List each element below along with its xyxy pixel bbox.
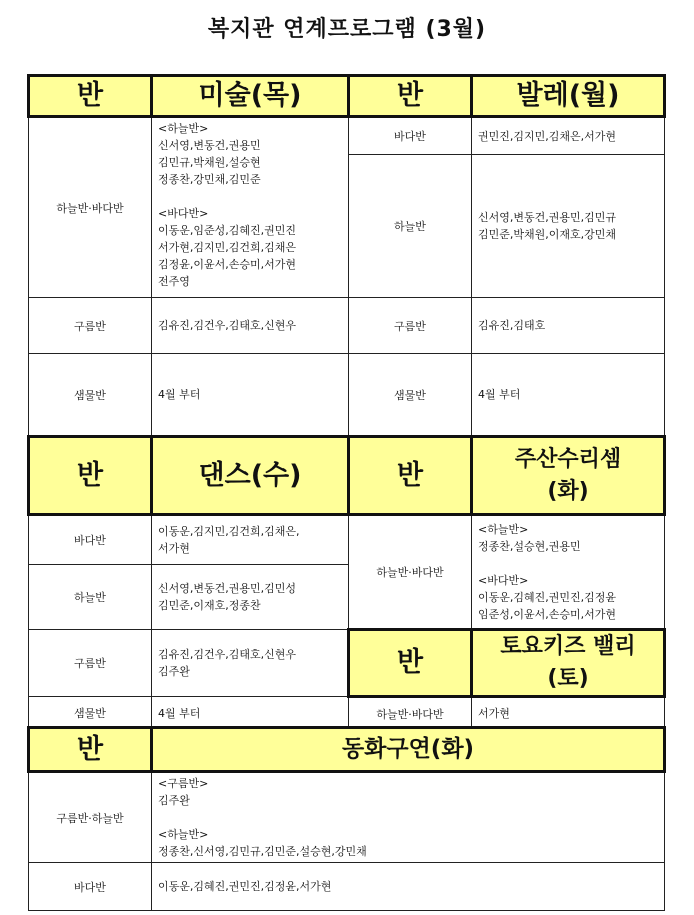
dance-row-class: 하늘반 bbox=[29, 565, 152, 630]
abacus-row-members: <하늘반> 정종찬,설승현,권용민 <바다반> 이동운,김혜진,권민진,김정윤 임준성,이윤서,손승미,서가현 bbox=[472, 515, 665, 630]
dance-row-class: 샘물반 bbox=[29, 696, 152, 730]
dance-program-header: 댄스(수) bbox=[152, 437, 349, 515]
abacus-row-class: 하늘반·바다반 bbox=[349, 515, 472, 630]
art-ballet-section bbox=[27, 74, 666, 436]
toyo-row-members: 서가현 bbox=[472, 696, 665, 730]
art-row-members: 4월 부터 bbox=[152, 354, 349, 436]
story-row-class: 구름반·하늘반 bbox=[29, 772, 152, 863]
story-class-header: 반 bbox=[29, 728, 152, 772]
ballet-row-members: 권민진,김지민,김채은,서가현 bbox=[472, 117, 665, 155]
ballet-class-header: 반 bbox=[349, 76, 472, 117]
story-program-header: 동화구연(화) bbox=[152, 728, 665, 772]
dance-row-members: 4월 부터 bbox=[152, 696, 349, 730]
dance-row-members: 이동운,김지민,김건희,김채은, 서가현 bbox=[152, 515, 349, 565]
ballet-row-members: 김유진,김태호 bbox=[472, 298, 665, 354]
ballet-row-members: 4월 부터 bbox=[472, 354, 665, 436]
art-row-members: <하늘반> 신서영,변동건,권용민 김민규,박채원,설승현 정종찬,강민채,김민준 <바다반> 이동운,임준성,김혜진,권민진 서가현,김지민,김건희,김채은 김정윤,이윤서,손승미,서가현 전주영 bbox=[152, 117, 349, 298]
page-title: 복지관 연계프로그램 (3월) bbox=[207, 17, 487, 42]
art-program-header: 미술(목) bbox=[152, 76, 349, 117]
art-class-header: 반 bbox=[29, 76, 152, 117]
dance-row-class: 바다반 bbox=[29, 515, 152, 565]
ballet-row-class: 샘물반 bbox=[349, 354, 472, 436]
story-row-members: <구름반> 김주완 <하늘반> 정종찬,신서영,김민규,김민준,설승현,강민채 bbox=[152, 772, 665, 863]
toyo-program-header: 토요키즈 밸리 (토) bbox=[472, 630, 665, 697]
toyo-row-class: 하늘반·바다반 bbox=[349, 696, 472, 730]
story-section bbox=[27, 726, 666, 911]
dance-class-header: 반 bbox=[29, 437, 152, 515]
ballet-row-members: 신서영,변동건,권용민,김민규 김민준,박채원,이재호,강민채 bbox=[472, 155, 665, 298]
toyo-class-header: 반 bbox=[349, 630, 472, 697]
story-row-class: 바다반 bbox=[29, 863, 152, 911]
dance-row-members: 김유진,김건우,김태호,신현우 김주완 bbox=[152, 630, 349, 697]
dance-row-members: 신서영,변동건,권용민,김민성 김민준,이재호,정종찬 bbox=[152, 565, 349, 630]
ballet-row-class: 바다반 bbox=[349, 117, 472, 155]
art-row-class: 샘물반 bbox=[29, 354, 152, 436]
ballet-program-header: 발레(월) bbox=[472, 76, 665, 117]
art-row-class: 구름반 bbox=[29, 298, 152, 354]
story-row-members: 이동운,김혜진,권민진,김정윤,서가현 bbox=[152, 863, 665, 911]
art-row-class: 하늘반·바다반 bbox=[29, 117, 152, 298]
dance-row-class: 구름반 bbox=[29, 630, 152, 697]
ballet-row-class: 하늘반 bbox=[349, 155, 472, 298]
ballet-row-class: 구름반 bbox=[349, 298, 472, 354]
dance-abacus-section bbox=[27, 435, 666, 731]
art-row-members: 김유진,김건우,김태호,신현우 bbox=[152, 298, 349, 354]
abacus-class-header: 반 bbox=[349, 437, 472, 515]
abacus-program-header: 주산수리셈 (화) bbox=[472, 437, 665, 515]
